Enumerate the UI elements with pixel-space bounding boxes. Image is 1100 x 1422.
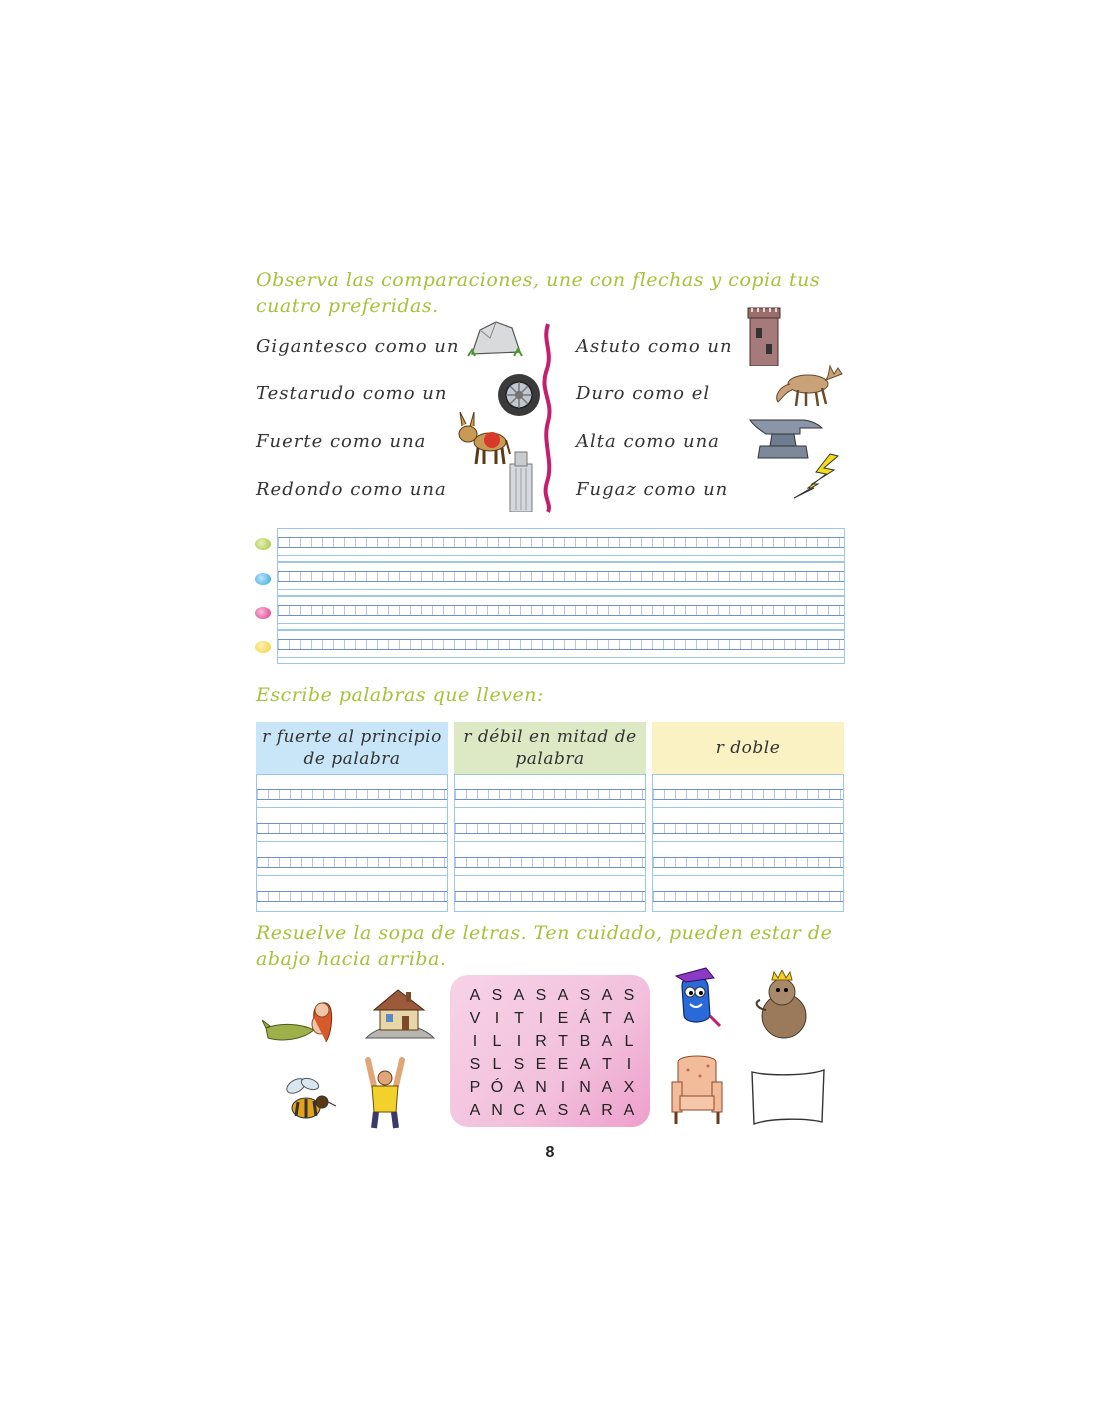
fox-icon: [772, 360, 846, 408]
lightning-icon: [790, 452, 846, 500]
grid-row-3: [464, 1033, 640, 1051]
right-phrase-1: Astuto como un: [576, 336, 733, 357]
donkey-icon: [456, 410, 512, 468]
page-number: 8: [545, 1144, 555, 1161]
grid-letter[interactable]: P: [469, 1079, 481, 1096]
grid-letter[interactable]: X: [623, 1079, 635, 1096]
grid-letter[interactable]: S: [491, 987, 503, 1004]
grid-letter[interactable]: S: [579, 987, 591, 1004]
left-phrase-2: Testarudo como un: [256, 383, 448, 404]
copy-line-2[interactable]: [277, 562, 845, 596]
grid-letter[interactable]: A: [601, 1079, 613, 1096]
write-line[interactable]: [653, 815, 843, 841]
grid-letter[interactable]: N: [535, 1079, 547, 1096]
grid-letter[interactable]: E: [557, 1056, 569, 1073]
grid-letter[interactable]: S: [623, 987, 635, 1004]
grid-row-1: [464, 987, 640, 1005]
grid-letter[interactable]: S: [535, 987, 547, 1004]
write-line[interactable]: [653, 849, 843, 875]
bullet-pink: [255, 607, 271, 619]
tower-icon: [744, 306, 784, 366]
write-line[interactable]: [257, 815, 447, 841]
grid-row-6: [464, 1102, 640, 1120]
left-phrase-1: Gigantesco como un: [256, 336, 460, 357]
write-line[interactable]: [257, 849, 447, 875]
grid-letter[interactable]: A: [623, 1102, 635, 1119]
sheet-icon: [748, 1068, 828, 1128]
bullet-blue: [255, 573, 271, 585]
grid-letter[interactable]: S: [513, 1056, 525, 1073]
house-icon: [362, 982, 436, 1042]
grid-letter[interactable]: A: [469, 1102, 481, 1119]
grid-letter[interactable]: Á: [579, 1010, 591, 1027]
grid-letter[interactable]: S: [557, 1102, 569, 1119]
grid-letter[interactable]: L: [624, 1033, 634, 1050]
grid-letter[interactable]: L: [492, 1033, 502, 1050]
grid-row-4: [464, 1056, 640, 1074]
bullet-yellow: [255, 641, 271, 653]
bullet-green: [255, 538, 271, 550]
grid-letter[interactable]: B: [579, 1033, 591, 1050]
write-line[interactable]: [455, 781, 645, 807]
left-phrase-4: Redondo como una: [256, 479, 447, 500]
rat-king-icon: [752, 970, 816, 1044]
grid-letter[interactable]: L: [492, 1056, 502, 1073]
grid-letter[interactable]: A: [513, 987, 525, 1004]
grid-letter[interactable]: S: [469, 1056, 481, 1073]
grid-letter[interactable]: A: [579, 1056, 591, 1073]
grid-letter[interactable]: I: [472, 1033, 478, 1050]
grid-letter[interactable]: V: [469, 1010, 481, 1027]
grid-letter[interactable]: A: [535, 1102, 547, 1119]
write-line[interactable]: [257, 883, 447, 909]
right-phrase-4: Fugaz como un: [576, 479, 729, 500]
column-header-weak-r: r débil en mitad de palabra: [454, 722, 646, 774]
mermaid-icon: [262, 998, 340, 1050]
athlete-icon: [360, 1056, 410, 1130]
write-line[interactable]: [653, 781, 843, 807]
grid-letter[interactable]: N: [491, 1102, 503, 1119]
exercise2-instruction: Escribe palabras que lleven:: [256, 684, 544, 706]
grid-row-2: [464, 1010, 640, 1028]
grid-letter[interactable]: I: [494, 1010, 500, 1027]
copy-line-3[interactable]: [277, 596, 845, 630]
column-double-r: [652, 722, 844, 912]
right-phrase-3: Alta como una: [576, 431, 720, 452]
grid-letter[interactable]: R: [535, 1033, 547, 1050]
grid-row-5: [464, 1079, 640, 1097]
write-line[interactable]: [653, 883, 843, 909]
grid-letter[interactable]: I: [626, 1056, 632, 1073]
grid-letter[interactable]: T: [558, 1033, 568, 1050]
grid-letter[interactable]: E: [535, 1056, 547, 1073]
left-phrase-3: Fuerte como una: [256, 431, 427, 452]
grid-letter[interactable]: R: [601, 1102, 613, 1119]
grid-letter[interactable]: A: [579, 1102, 591, 1119]
alien-icon: [666, 966, 724, 1028]
copy-line-4[interactable]: [277, 630, 845, 664]
grid-letter[interactable]: N: [579, 1079, 591, 1096]
armchair-icon: [670, 1052, 724, 1128]
grid-letter[interactable]: T: [602, 1056, 612, 1073]
grid-letter[interactable]: I: [560, 1079, 566, 1096]
grid-letter[interactable]: A: [557, 987, 569, 1004]
grid-letter[interactable]: A: [601, 987, 613, 1004]
write-line[interactable]: [455, 883, 645, 909]
right-phrase-2: Duro como el: [576, 383, 711, 404]
grid-letter[interactable]: I: [516, 1033, 522, 1050]
grid-letter[interactable]: T: [602, 1010, 612, 1027]
grid-letter[interactable]: E: [557, 1010, 569, 1027]
grid-letter[interactable]: A: [469, 987, 481, 1004]
copy-line-1[interactable]: [277, 528, 845, 562]
exercise1-instruction: Observa las comparaciones, une con flechas y copia tus cuatro preferidas.: [256, 269, 821, 317]
column-strong-r: [256, 722, 448, 912]
divider-line: [538, 322, 558, 514]
wasp-icon: [278, 1072, 340, 1124]
grid-letter[interactable]: T: [514, 1010, 524, 1027]
grid-letter[interactable]: I: [538, 1010, 544, 1027]
column-weak-r: [454, 722, 646, 912]
grid-letter[interactable]: Ó: [490, 1079, 504, 1096]
write-line[interactable]: [455, 849, 645, 875]
exercise3-instruction: Resuelve la sopa de letras. Ten cuidado, pueden estar de abajo hacia arriba.: [256, 922, 833, 970]
grid-letter[interactable]: A: [513, 1079, 525, 1096]
skyscraper-icon: [506, 450, 536, 512]
grid-letter[interactable]: A: [623, 1010, 635, 1027]
write-line[interactable]: [455, 815, 645, 841]
rock-icon: [466, 318, 526, 360]
word-search-grid[interactable]: [450, 975, 650, 1127]
column-header-double-r: r doble: [652, 722, 844, 774]
write-line[interactable]: [257, 781, 447, 807]
column-header-strong-r: r fuerte al principio de palabra: [256, 722, 448, 774]
grid-letter[interactable]: A: [601, 1033, 613, 1050]
grid-letter[interactable]: C: [513, 1102, 525, 1119]
